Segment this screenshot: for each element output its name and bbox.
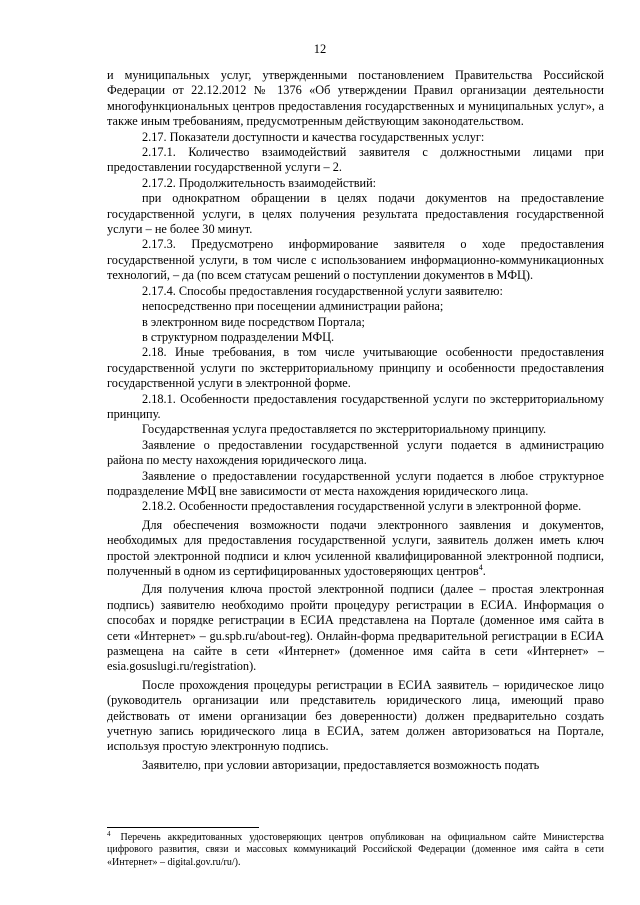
paragraph: 2.17.1. Количество взаимодействий заявителя с должностными лицами при предоставлении государственной услуги – 2. xyxy=(107,145,604,175)
paragraph-text: Для обеспечения возможности подачи электронного заявления и документов, необходимых для предоставления государственной услуги, заявитель должен иметь ключ простой электронной подписи и ключ усиленной квалифицированной электронной подписи, полученный в одном из сертифицированных удостоверяющих центров xyxy=(107,517,604,578)
paragraph: непосредственно при посещении администрации района; xyxy=(142,299,444,314)
paragraph: Заявление о предоставлении государственной услуги подается в администрацию района по месту нахождения юридического лица. xyxy=(107,437,604,468)
paragraph xyxy=(107,518,604,580)
body-text xyxy=(107,68,604,773)
paragraph: 2.18.2. Особенности предоставления государственной услуги в электронной форме. xyxy=(142,499,582,514)
paragraph: 2.18. Иные требования, в том числе учитывающие особенности предоставления государственной услуги по экстерриториальному принципу и особенности предоставления государственной услуги в электронной форме. xyxy=(107,345,604,391)
paragraph: 2.17.4. Способы предоставления государственной услуги заявителю: xyxy=(142,283,503,298)
footnote-text: Перечень аккредитованных удостоверяющих центров опубликован на официальном сайте Министерства цифрового развития, связи и массовых коммуникаций Российской Федерации (доменное имя сайта в сети «Интернет» – digital.gov.ru/ru/). xyxy=(107,832,604,868)
footnote-divider xyxy=(107,827,259,828)
paragraph: Государственная услуга предоставляется по экстерриториальному принципу. xyxy=(142,422,547,437)
paragraph: и муниципальных услуг, утвержденными постановлением Правительства Российской Федерации от 22.12.2012 № 1376 «Об утверждении Правил организации деятельности многофункциональных центров предоставления государственных и муниципальных услуг», а также иным требованиям, предусмотренным действующим законодательством. xyxy=(107,68,604,129)
paragraph: Заявление о предоставлении государственной услуги подается в любое структурное подразделение МФЦ вне зависимости от места нахождения юридического лица. xyxy=(107,468,604,498)
page-number: 12 xyxy=(313,42,327,56)
footnote xyxy=(107,829,604,869)
paragraph: Заявителю, при условии авторизации, предоставляется возможность подать xyxy=(142,757,540,772)
paragraph: Для получения ключа простой электронной подписи (далее – простая электронная подпись) заявителю необходимо пройти процедуру регистрации в ЕСИА. Информация о способах и порядке регистрации в ЕСИА представлена на Портале (доменное имя сайта в сети «Интернет» – gu.spb.ru/about-reg). Онлайн-форма предварительной регистрации в ЕСИА размещена на сайте в сети «Интернет» (доменное имя сайта в сети «Интернет» – esia.gosuslugi.ru/registration). xyxy=(107,582,604,674)
paragraph: 2.17.2. Продолжительность взаимодействий: xyxy=(142,175,377,190)
paragraph: при однократном обращении в целях подачи документов на предоставление государственной услуги, в целях получения результата предоставления государственной услуги – не более 30 минут. xyxy=(107,191,604,237)
paragraph: 2.17. Показатели доступности и качества государственных услуг: xyxy=(142,129,485,144)
paragraph-suffix: . xyxy=(482,564,486,578)
paragraph: 2.17.3. Предусмотрено информирование заявителя о ходе предоставления государственной услуги, в том числе с использованием информационно-коммуникационных технологий, – да (по всем статусам решений о поступлении документов в МФЦ). xyxy=(107,237,604,283)
footnote-mark: 4 xyxy=(107,829,111,838)
paragraph: После прохождения процедуры регистрации в ЕСИА заявитель – юридическое лицо (руководитель организации или представитель юридического лица, имеющий право действовать от имени организации без доверенности) должен предварительно создать учетную запись юридического лица в ЕСИА, затем должен авторизоваться на Портале, используя простую электронную подпись. xyxy=(107,677,604,754)
paragraph: в электронном виде посредством Портала; xyxy=(142,314,365,329)
footnote-reference: 4 xyxy=(478,562,483,572)
paragraph: в структурном подразделении МФЦ. xyxy=(142,329,335,344)
paragraph: 2.18.1. Особенности предоставления государственной услуги по экстерриториальному принципу. xyxy=(107,391,604,421)
